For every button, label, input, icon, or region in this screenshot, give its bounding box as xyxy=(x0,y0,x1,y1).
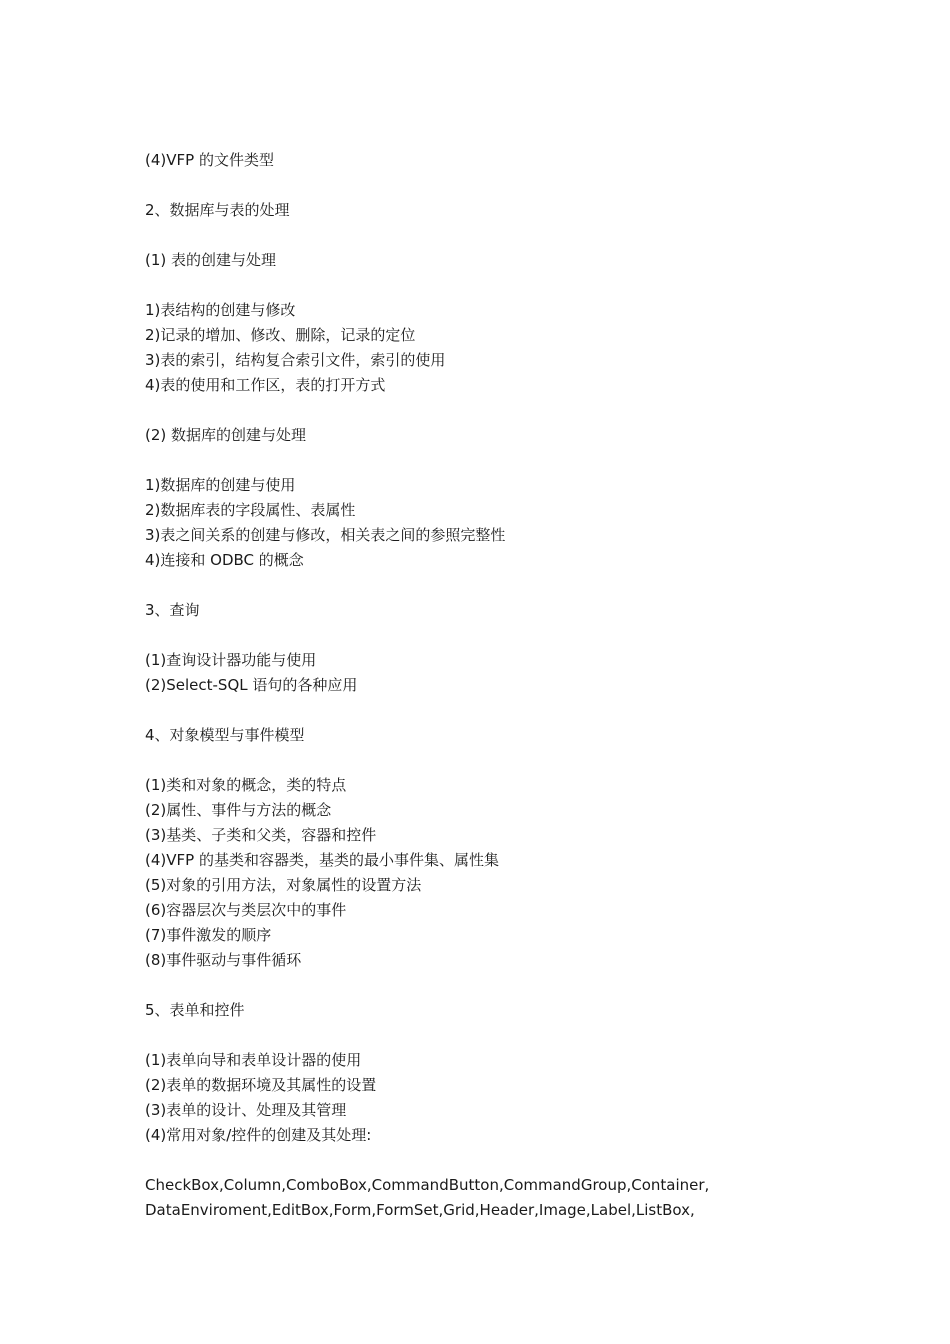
text-line: (2) 数据库的创建与处理 xyxy=(145,426,307,444)
blank-line xyxy=(145,273,825,298)
text-line: (4)常用对象/控件的创建及其处理: xyxy=(145,1126,372,1144)
text-line: (1) 表的创建与处理 xyxy=(145,251,277,269)
text-line: 2)记录的增加、修改、删除，记录的定位 xyxy=(145,326,416,344)
text-line: 3)表的索引，结构复合索引文件，索引的使用 xyxy=(145,351,446,369)
text-line: (7)事件激发的顺序 xyxy=(145,926,272,944)
text-line: (2)表单的数据环境及其属性的设置 xyxy=(145,1076,377,1094)
text-line: DataEnviroment,EditBox,Form,FormSet,Grid,Header,Image,Label,ListBox, xyxy=(145,1201,695,1219)
blank-line xyxy=(145,448,825,473)
text-line: 2、数据库与表的处理 xyxy=(145,201,290,219)
text-line: (2)属性、事件与方法的概念 xyxy=(145,801,332,819)
text-line: 3)表之间关系的创建与修改，相关表之间的参照完整性 xyxy=(145,526,506,544)
text-line: 4、对象模型与事件模型 xyxy=(145,726,305,744)
blank-line xyxy=(145,973,825,998)
blank-line xyxy=(145,698,825,723)
text-line: CheckBox,Column,ComboBox,CommandButton,CommandGroup,Container, xyxy=(145,1176,710,1194)
blank-line xyxy=(145,748,825,773)
text-line: (1)查询设计器功能与使用 xyxy=(145,651,317,669)
text-line: (3)基类、子类和父类，容器和控件 xyxy=(145,826,377,844)
text-line: (3)表单的设计、处理及其管理 xyxy=(145,1101,347,1119)
text-line: 3、查询 xyxy=(145,601,200,619)
text-line: 4)表的使用和工作区，表的打开方式 xyxy=(145,376,386,394)
text-line: (2)Select-SQL 语句的各种应用 xyxy=(145,676,358,694)
blank-line xyxy=(145,223,825,248)
text-line: 5、表单和控件 xyxy=(145,1001,245,1019)
text-line: (4)VFP 的基类和容器类，基类的最小事件集、属性集 xyxy=(145,851,499,869)
blank-line xyxy=(145,1023,825,1048)
blank-line xyxy=(145,1148,825,1173)
text-line: (4)VFP 的文件类型 xyxy=(145,151,274,169)
text-line: (8)事件驱动与事件循环 xyxy=(145,951,302,969)
text-line: 1)表结构的创建与修改 xyxy=(145,301,296,319)
text-line: 2)数据库表的字段属性、表属性 xyxy=(145,501,356,519)
document-body xyxy=(145,148,825,1223)
text-line: (5)对象的引用方法，对象属性的设置方法 xyxy=(145,876,422,894)
blank-line xyxy=(145,173,825,198)
blank-line xyxy=(145,398,825,423)
blank-line xyxy=(145,573,825,598)
text-line: (1)表单向导和表单设计器的使用 xyxy=(145,1051,362,1069)
text-line: 4)连接和 ODBC 的概念 xyxy=(145,551,304,569)
text-line: 1)数据库的创建与使用 xyxy=(145,476,296,494)
blank-line xyxy=(145,623,825,648)
text-line: (6)容器层次与类层次中的事件 xyxy=(145,901,347,919)
text-line: (1)类和对象的概念，类的特点 xyxy=(145,776,347,794)
